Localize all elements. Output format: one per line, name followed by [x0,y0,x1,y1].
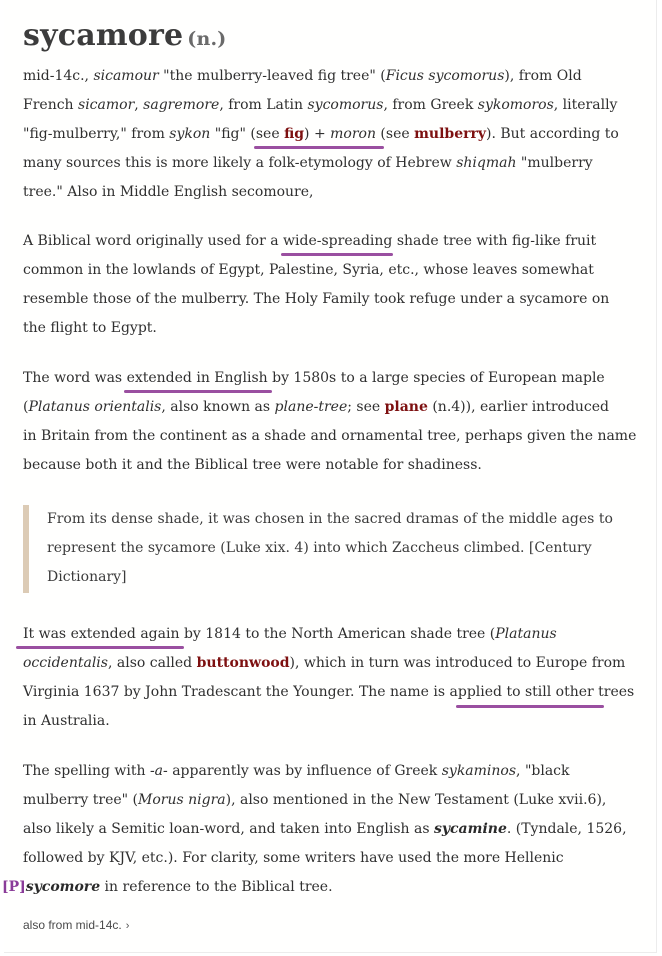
annotation-underline-see-fig-moron [254,146,384,149]
text-run: -a- [149,763,168,779]
text-run: Morus nigra [138,792,226,808]
text-run: many sources this is more likely a folk-etymology of Hebrew [23,155,457,171]
part-of-speech: (n.) [187,28,227,50]
annotation-underline-extended-in-english [124,390,272,393]
text-run: by 1814 to the North American shade tree ( [179,626,496,642]
text-line [23,786,653,815]
text-run: sykomoros [477,97,554,113]
text-run: plane-tree [274,399,348,415]
text-line [23,285,653,314]
annotation-underline-wide-spreading [281,253,393,256]
text-line [23,815,653,844]
text-run: ( [23,399,29,415]
text-run: tree." Also in Middle English secomoure, [23,184,314,200]
text-run: From its dense shade, it was chosen in the sacred dramas of the middle ages to [47,511,613,527]
paragraph-spelling [23,757,653,873]
text-line [23,757,653,786]
chevron-right-icon: › [125,920,130,932]
text-run: The word was [23,370,127,386]
text-run: "fig" (see [210,126,285,142]
text-run: common in the lowlands of Egypt, Palestine, Syria, etc., whose leaves somewhat [23,262,594,278]
text-run: sycomore [25,879,101,895]
text-run: resemble those of the mulberry. The Holy Family took refuge under a sycamore on [23,291,610,307]
p-annotation-tag: [P] [2,879,26,895]
text-run: sycomorus [307,97,384,113]
text-run: sicamour [93,68,159,84]
text-run: The spelling with [23,763,150,779]
related-link-also-from-mid-14c[interactable] [23,918,129,932]
text-run: occidentalis [23,655,108,671]
text-run: apparently was by influence of Greek [167,763,442,779]
text-run: Platanus [495,626,557,642]
highlight-wide-spreading: wide-spreading [283,233,393,249]
text-run: shiqmah [456,155,517,171]
text-run: also likely a Semitic loan-word, and taken into English as [23,821,435,837]
entry-word: sycamore [23,18,184,53]
annotation-underline-applied-to-still-other [456,705,604,708]
text-run: ) + [304,126,331,142]
text-line [23,620,653,649]
text-run: ), which in turn was introduced to Europe from [289,655,626,671]
text-run: "the mulberry-leaved fig tree" ( [158,68,386,84]
text-line [23,178,653,207]
text-run: (see [375,126,415,142]
paragraph-north-american [23,620,653,736]
link-plane[interactable]: plane [384,399,428,415]
text-line [23,149,653,178]
text-run: sykaminos [441,763,517,779]
text-run: . (Tyndale, 1526, [506,821,627,837]
text-run: Dictionary] [47,569,127,585]
text-run: mulberry tree" ( [23,792,139,808]
text-line [23,422,653,451]
text-run: , [134,97,144,113]
text-run: "fig-mulberry," from [23,126,170,142]
text-line [2,873,632,902]
link-mulberry[interactable]: mulberry [414,126,487,142]
text-run: trees [593,684,635,700]
text-run: ), from Old [504,68,582,84]
text-run: ), also mentioned in the New Testament (Luke xvii.6), [225,792,607,808]
entry-heading [23,18,227,53]
paragraph-biblical [23,227,653,343]
link-buttonwood[interactable]: buttonwood [196,655,290,671]
text-run: also from mid-14c. [23,918,122,932]
text-run: Platanus orientalis [28,399,162,415]
text-run: , also called [107,655,197,671]
text-line [23,314,653,343]
text-line [23,364,653,393]
text-line [23,844,653,873]
text-run: in Britain from the continent as a shade and ornamental tree, perhaps given the name [23,428,637,444]
text-line [23,62,653,91]
text-run: "mulberry [516,155,593,171]
text-line [23,393,653,422]
text-run: represent the sycamore (Luke xix. 4) into which Zaccheus climbed. [Century [47,540,592,556]
text-run: shade tree with fig-like fruit [392,233,597,249]
text-run: , literally [553,97,618,113]
text-run: by 1580s to a large species of European maple [267,370,605,386]
text-line [23,649,653,678]
text-run: because both it and the Biblical tree were notable for shadiness. [23,457,482,473]
paragraph-spelling-last-line [2,873,632,902]
text-run: A Biblical word originally used for a [23,233,284,249]
text-run: , from Greek [383,97,478,113]
text-run: ). But according to [486,126,619,142]
text-run: , also known as [161,399,275,415]
text-run: followed by KJV, etc.). For clarity, some writers have used the more Hellenic [23,850,564,866]
link-fig[interactable]: fig [284,126,305,142]
text-run: Virginia 1637 by John Tradescant the Younger. The name is [23,684,450,700]
text-run: , "black [516,763,570,779]
text-run: in reference to the Biblical tree. [100,879,333,895]
text-run: , from Latin [219,97,308,113]
text-run: Ficus sycomorus [385,68,505,84]
text-run: moron [330,126,376,142]
text-line [23,120,653,149]
century-dictionary-quote [23,505,649,593]
text-run: (n.4)), earlier introduced [427,399,610,415]
text-run: ; see [347,399,385,415]
highlight-extended-again: It was extended again [23,626,180,642]
text-run: the flight to Egypt. [23,320,157,336]
text-line [23,678,653,707]
text-run: sicamor [78,97,135,113]
text-line [23,256,653,285]
text-run: sykon [169,126,211,142]
text-line [23,91,653,120]
paragraph-extended-english [23,364,653,480]
annotation-underline-extended-again [16,646,184,649]
text-line [23,451,653,480]
text-line [23,707,653,736]
text-run: mid-14c., [23,68,94,84]
paragraph-origin [23,62,653,207]
text-run: French [23,97,79,113]
highlight-applied-to-still-other: applied to still other [449,684,594,700]
text-run: in Australia. [23,713,110,729]
text-run: sagremore [143,97,220,113]
highlight-extended-in-english: extended in English [126,370,268,386]
text-run: sycamine [434,821,507,837]
text-line [23,227,653,256]
